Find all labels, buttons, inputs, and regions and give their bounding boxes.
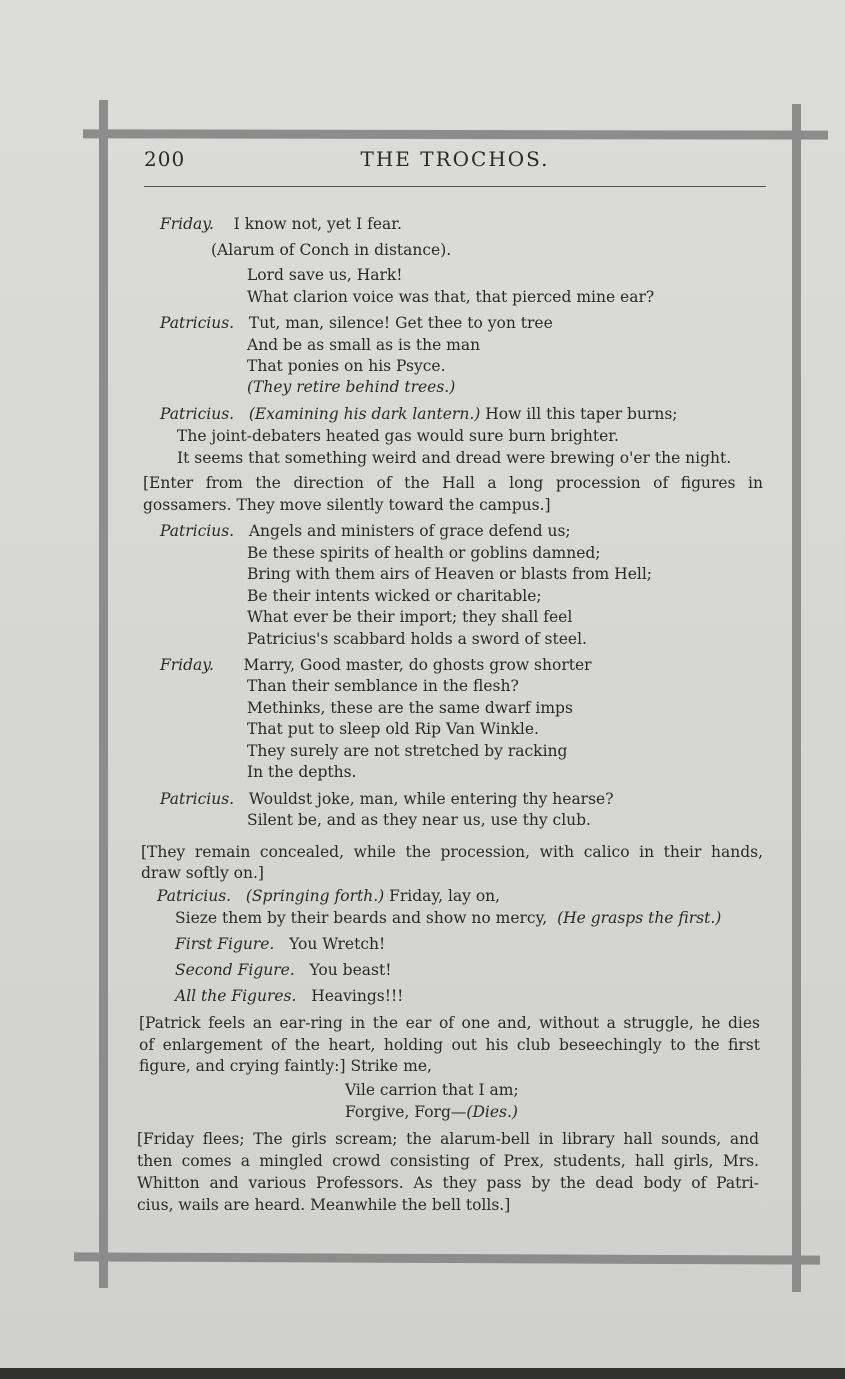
dialogue-line — [160, 313, 553, 333]
dialogue-line — [175, 986, 403, 1006]
stage-direction: gossamers. They move silently toward the campus.] — [143, 496, 551, 514]
stage-direction: (They retire behind trees.) — [247, 378, 456, 396]
running-title: THE TROCHOS. — [360, 147, 550, 171]
line-text: You Wretch! — [289, 935, 386, 953]
stage-direction: Whitton and various Professors. As they pass by the dead body of Patri- — [137, 1174, 759, 1192]
dialogue-line — [175, 908, 721, 928]
line-text: Friday, lay on, — [389, 887, 501, 905]
verse-line: In the depths. — [247, 763, 357, 781]
verse-line: The joint-debaters heated gas would sure burn brighter. — [177, 427, 619, 445]
verse-line: Lord save us, Hark! — [247, 266, 403, 284]
stage-direction: (Springing forth.) — [245, 887, 385, 905]
verse-line: It seems that something weird and dread were brewing o'er the night. — [177, 449, 732, 467]
verse-line: Be their intents wicked or charitable; — [247, 587, 542, 605]
dialogue-line — [345, 1102, 518, 1122]
dialogue-line — [157, 886, 500, 906]
header-rule — [144, 186, 766, 187]
speaker-name: Second Figure. — [175, 961, 295, 979]
speaker-name: Patricius. — [160, 522, 235, 540]
line-text: Wouldst joke, man, while entering thy hearse? — [248, 790, 614, 808]
dialogue-line — [160, 404, 678, 424]
stage-direction: figure, and crying faintly:] Strike me, — [139, 1057, 432, 1075]
dialogue-line — [175, 934, 385, 954]
speaker-name: Patricius. — [160, 790, 235, 808]
stage-direction: [Enter from the direction of the Hall a long procession of figures in — [143, 474, 763, 492]
stage-direction: [Patrick feels an ear-ring in the ear of one and, without a struggle, he dies — [139, 1014, 760, 1032]
verse-line: Be these spirits of health or goblins damned; — [247, 544, 601, 562]
dialogue-line — [160, 214, 402, 234]
stage-direction: (Dies.) — [466, 1103, 518, 1121]
line-text: Angels and ministers of grace defend us; — [248, 522, 571, 540]
line-text: You beast! — [309, 961, 392, 979]
line-text: Heavings!!! — [311, 987, 404, 1005]
stage-direction: (Examining his dark lantern.) — [248, 405, 481, 423]
scan-bottom-edge — [0, 1368, 845, 1379]
line-text: Sieze them by their beards and show no mercy, — [175, 909, 548, 927]
dialogue-line — [175, 960, 391, 980]
verse-line: Bring with them airs of Heaven or blasts from Hell; — [247, 565, 652, 583]
verse-line: What clarion voice was that, that pierced mine ear? — [247, 288, 655, 306]
line-text: Marry, Good master, do ghosts grow shorter — [243, 656, 592, 674]
verse-line: Methinks, these are the same dwarf imps — [247, 699, 573, 717]
verse-line: That put to sleep old Rip Van Winkle. — [247, 720, 539, 738]
verse-line: What ever be their import; they shall feel — [247, 608, 573, 626]
right-border-rule — [792, 104, 801, 1292]
verse-line: That ponies on his Psyce. — [247, 357, 446, 375]
speaker-name: All the Figures. — [175, 987, 297, 1005]
line-text: I know not, yet I fear. — [233, 215, 402, 233]
speaker-name: Friday. — [160, 656, 214, 674]
page-header — [144, 147, 766, 177]
stage-direction: cius, wails are heard. Meanwhile the bell tolls.] — [137, 1196, 511, 1214]
verse-line: They surely are not stretched by racking — [247, 742, 568, 760]
verse-line: Than their semblance in the flesh? — [247, 677, 519, 695]
speaker-name: Patricius. — [160, 314, 235, 332]
speaker-name: Friday. — [160, 215, 214, 233]
dialogue-line — [160, 521, 571, 541]
dialogue-line — [160, 789, 614, 809]
verse-line: Patricius's scabbard holds a sword of steel. — [247, 630, 587, 648]
line-text: Forgive, Forg— — [345, 1103, 467, 1121]
verse-line: And be as small as is the man — [247, 336, 481, 354]
line-text: Tut, man, silence! Get thee to yon tree — [248, 314, 553, 332]
verse-line: Silent be, and as they near us, use thy club. — [247, 811, 591, 829]
top-border-rule — [83, 129, 828, 139]
stage-direction: draw softly on.] — [141, 864, 264, 882]
page-number: 200 — [144, 147, 186, 171]
left-border-rule — [99, 100, 108, 1288]
line-text: How ill this taper burns; — [485, 405, 678, 423]
speaker-name: First Figure. — [175, 935, 275, 953]
verse-line: Vile carrion that I am; — [345, 1081, 519, 1099]
stage-direction: [Friday flees; The girls scream; the alarum-bell in library hall sounds, and — [137, 1130, 759, 1148]
stage-direction: (He grasps the first.) — [557, 909, 722, 927]
speaker-name: Patricius. — [160, 405, 235, 423]
dialogue-line — [160, 655, 592, 675]
stage-direction: then comes a mingled crowd consisting of Prex, students, hall girls, Mrs. — [137, 1152, 759, 1170]
stage-direction: of enlargement of the heart, holding out his club beseechingly to the first — [139, 1036, 760, 1054]
speaker-name: Patricius. — [157, 887, 232, 905]
stage-direction: (Alarum of Conch in distance). — [211, 241, 452, 259]
stage-direction: [They remain concealed, while the procession, with calico in their hands, — [141, 843, 763, 861]
